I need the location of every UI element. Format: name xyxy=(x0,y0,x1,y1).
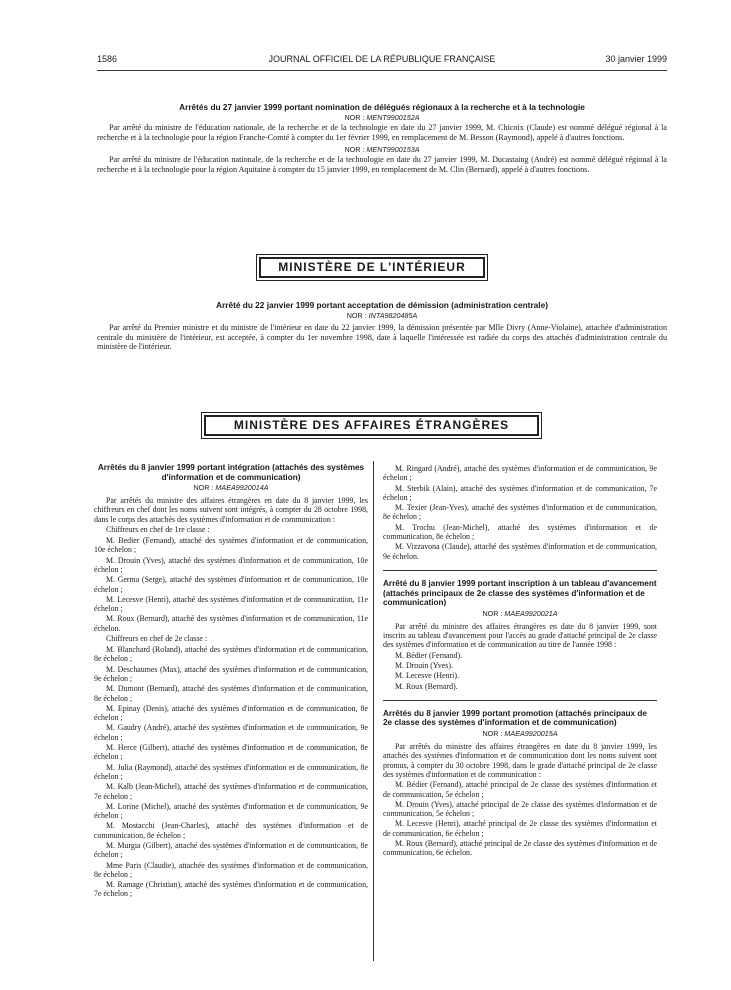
list-item: M. Drouin (Yves), attaché des systèmes d'information et de communication, 10e échelon ; xyxy=(94,555,368,574)
section-title: Arrêtés du 27 janvier 1999 portant nomination de délégués régionaux à la recherche et à la technologie xyxy=(179,102,585,112)
list-item: M. Bedier (Fernand), attaché des systèmes d'information et de communication, 10e échelon ; xyxy=(94,536,368,555)
nor-label: NOR : xyxy=(482,608,503,618)
section-delegues-regionaux xyxy=(97,102,667,174)
nor-line xyxy=(94,482,368,493)
list-item: M. Lecesve (Henri). xyxy=(395,671,459,681)
nor-line xyxy=(97,310,667,321)
nor-label: NOR : xyxy=(482,729,503,739)
section-separator xyxy=(383,700,657,701)
ministry-name: MINISTÈRE DE L'INTÉRIEUR xyxy=(259,257,485,278)
list-item: M. Ramage (Christian), attaché des systèmes d'information et de communication, 7e échelon ; xyxy=(94,880,368,899)
header-rule xyxy=(97,70,667,71)
list-item: M. Bédier (Fernand), attaché principal de 2e classe des systèmes d'information et de communication, 5e échelon ; xyxy=(383,780,657,799)
nor-code: MENT9900153A xyxy=(366,145,420,155)
arrete-paragraph: Par arrêté du ministre de l'éducation nationale, de la recherche et de la technologie en date du 27 janvier 1999, M. Ducastaing (André) est nommé délégué régional à la recherche et à la technologie pour la région Aquitaine à compter du 15 janvier 1999, en remplacement de M. Clin (Bernard), appelé à d'autres fonctions. xyxy=(97,155,667,174)
left-column xyxy=(94,463,368,899)
list-item: M. Kalb (Jean-Michel), attaché des systèmes d'information et de communication, 7e échelon ; xyxy=(94,782,368,801)
nor-code: MAEA9920014A xyxy=(215,483,269,493)
list-item: M. Mostacchi (Jean-Charles), attaché des systèmes d'information et de communication, 8e échelon ; xyxy=(94,821,368,840)
list-item: M. Gaudry (André), attaché des systèmes d'information et de communication, 9e échelon ; xyxy=(94,723,368,742)
nor-code: INTA9820485A xyxy=(368,311,418,320)
nor-line xyxy=(383,728,657,739)
arrete-paragraph: Par arrêté du ministre de l'éducation nationale, de la recherche et de la technologie en date du 27 janvier 1999, M. Chicoix (Claude) est nommé délégué régional à la recherche et à la technologie pour la région Franche-Comté à compter du 1er février 1999, en remplacement de M. Besson (Raymond), appelé à d'autres fonctions. xyxy=(97,123,667,142)
list-item: M. Epinay (Denis), attaché des systèmes d'information et de communication, 8e échelon ; xyxy=(94,703,368,723)
list-item: M. Lorine (Michel), attaché des systèmes d'information et de communication, 9e échelon ; xyxy=(94,801,368,821)
section-separator xyxy=(383,570,657,571)
nor-label: NOR : xyxy=(193,483,214,493)
running-header xyxy=(97,54,667,68)
list-item: M. Dumont (Bernard), attaché des systèmes d'information et de communication, 8e échelon ; xyxy=(94,684,368,703)
arrete-paragraph: Par arrêté du Premier ministre et du ministre de l'intérieur en date du 22 janvier 1999, la démission présentée par Mlle Divry (Anne-Violaine), attachée d'administration centrale du ministère de l'intérieur, est acceptée, à compter du 1er novembre 1998, date à laquelle l'intéressée est radiée du corps des attachés d'administration centrale du ministère de l'intérieur. xyxy=(97,323,667,352)
ministry-name: MINISTÈRE DES AFFAIRES ÉTRANGÈRES xyxy=(204,415,539,436)
list-item: M. Blanchard (Roland), attaché des systèmes d'information et de communication, 8e échelon ; xyxy=(94,645,368,664)
page-number: 1586 xyxy=(97,54,118,64)
nor-code: MAEA9920015A xyxy=(504,729,558,739)
list-item: M. Lecesve (Henri), attaché principal de 2e classe des systèmes d'information et de communication, 6e échelon ; xyxy=(383,819,657,838)
list-item: M. Roux (Bernard). xyxy=(395,681,458,691)
column-divider xyxy=(373,461,374,961)
nor-code: MENT9900152A xyxy=(366,113,420,122)
arrete-paragraph: Par arrêté du ministre des affaires étrangères en date du 8 janvier 1999, sont inscrits au tableau d'avancement pour l'accès au grade d'attaché principal de 2e classe des systèmes d'information et de communication au titre de l'année 1998 : xyxy=(383,621,657,650)
list-item: M. Trochu (Jean-Michel), attaché des systèmes d'information et de communication, 8e échelon ; xyxy=(383,522,657,542)
nor-code: MAEA9920021A xyxy=(504,608,558,618)
nor-label: NOR : xyxy=(344,145,365,155)
list-item: M. Drouin (Yves), attaché principal de 2e classe des systèmes d'information et de communication, 5e échelon ; xyxy=(383,799,657,819)
category-label: Chiffreurs en chef de 2e classe : xyxy=(106,634,208,644)
list-item: M. Drouin (Yves). xyxy=(395,660,453,670)
list-item: M. Bédier (Fernand). xyxy=(395,650,463,660)
ministry-heading-box xyxy=(201,412,542,439)
section-title: Arrêtés du 8 janvier 1999 portant promotion (attachés principaux de 2e classe des systèmes d'information et de communication) xyxy=(383,708,647,728)
list-item: M. Vizzavona (Claude), attaché des systèmes d'information et de communication, 9e échelon. xyxy=(383,542,657,561)
list-item: M. Ringard (André), attaché des systèmes d'information et de communication, 9e échelon ; xyxy=(383,464,657,483)
list-item: M. Roux (Bernard), attaché des systèmes d'information et de communication, 11e échelon. xyxy=(94,614,368,633)
arrete-paragraph: Par arrêtés du ministre des affaires étrangères en date du 8 janvier 1999, les chiffreurs en chef dont les noms suivent sont intégrés, à compter du 28 octobre 1998, dans le corps des attachés des systèmes d'information et de communication : xyxy=(94,496,368,524)
section-title: Arrêtés du 8 janvier 1999 portant intégration (attachés des systèmes d'information et de communication) xyxy=(97,463,365,482)
nor-label: NOR : xyxy=(344,113,365,122)
ministry-heading-box xyxy=(256,254,488,281)
list-item: M. Herce (Gilbert), attaché des systèmes d'information et de communication, 8e échelon ; xyxy=(94,743,368,762)
list-item: M. Sterbik (Alain), attaché des systèmes d'information et de communication, 7e échelon ; xyxy=(383,483,657,502)
nor-label: NOR : xyxy=(346,311,367,320)
category-label: Chiffreurs en chef de 1re classe : xyxy=(106,525,210,535)
list-item: M. Roux (Bernard), attaché principal de 2e classe des systèmes d'information et de communication, 6e échelon. xyxy=(383,838,657,858)
nor-line xyxy=(97,144,667,155)
list-item: M. Murgia (Gilbert), attaché des systèmes d'information et de communication, 8e échelon ; xyxy=(94,840,368,860)
list-item: M. Texier (Jean-Yves), attaché des systèmes d'information et de communication, 8e échelon ; xyxy=(383,503,657,522)
list-item: Mme Paris (Claudie), attachée des systèmes d'information et de communication, 8e échelon ; xyxy=(94,860,368,879)
journal-title: JOURNAL OFFICIEL DE LA RÉPUBLIQUE FRANÇAISE xyxy=(268,54,496,64)
list-item: M. Deschaumes (Max), attaché des systèmes d'information et de communication, 9e échelon ; xyxy=(94,664,368,683)
section-demission xyxy=(97,300,667,352)
nor-line xyxy=(97,112,667,123)
section-title: Arrêté du 8 janvier 1999 portant inscription à un tableau d'avancement (attachés principaux de 2e classe des systèmes d'information et de communication) xyxy=(383,578,657,608)
list-item: M. Germa (Serge), attaché des systèmes d'information et de communication, 10e échelon ; xyxy=(94,575,368,594)
right-column xyxy=(383,463,657,858)
section-title: Arrêté du 22 janvier 1999 portant acceptation de démission (administration centrale) xyxy=(216,300,548,310)
list-item: M. Lecesve (Henri), attaché des systèmes d'information et de communication, 11e échelon ; xyxy=(94,594,368,614)
arrete-paragraph: Par arrêtés du ministre des affaires étrangères en date du 8 janvier 1999, les attachés des systèmes d'information et de communication dont les noms suivent sont promus, à compter du 30 octobre 1998, dans le grade d'attaché principal de 2e classe des systèmes d'information et de communication : xyxy=(383,742,657,779)
nor-line xyxy=(383,608,657,619)
list-item: M. Julia (Raymond), attaché des systèmes d'information et de communication, 8e échelon ; xyxy=(94,762,368,781)
issue-date: 30 janvier 1999 xyxy=(605,54,667,64)
